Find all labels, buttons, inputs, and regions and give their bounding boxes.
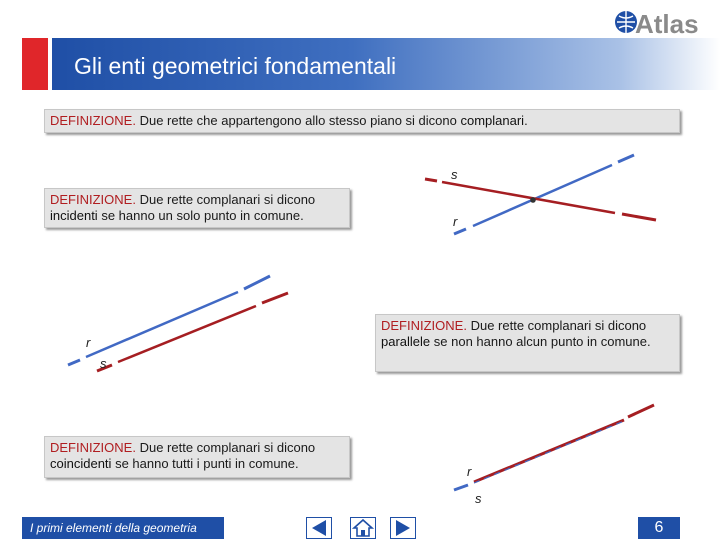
- line-s-coincident: [474, 420, 624, 482]
- definition-rest: se hanno tutti i punti in comune.: [115, 456, 299, 471]
- logo-text: Atlas: [635, 9, 699, 38]
- line-r-incident-dash: [454, 229, 466, 234]
- line-r-coincident: [474, 421, 624, 483]
- definition-text: Due rette complanari si dicono: [139, 440, 316, 455]
- line-r-parallel-dash: [244, 276, 270, 289]
- definition-end: .: [524, 113, 528, 128]
- label-r-parallel: r: [86, 335, 91, 350]
- definition-keyword: DEFINIZIONE.: [50, 440, 136, 455]
- label-s-incident: s: [451, 167, 458, 182]
- definition-text: Due rette complanari si dicono: [139, 192, 316, 207]
- home-icon[interactable]: [350, 517, 376, 539]
- definition-term: complanari: [460, 113, 525, 128]
- definition-term: incidenti: [50, 208, 98, 223]
- definition-rest: se hanno un solo punto in comune.: [101, 208, 304, 223]
- definition-term: coincidenti: [50, 456, 112, 471]
- definition-keyword: DEFINIZIONE.: [381, 318, 467, 333]
- line-r-parallel: [86, 292, 238, 357]
- line-s-incident-dash: [425, 179, 437, 181]
- label-r-coincident: r: [467, 464, 472, 479]
- definition-text: Due rette complanari si dicono: [470, 318, 647, 333]
- line-s-incident-dash: [622, 214, 656, 220]
- forward-icon[interactable]: [390, 517, 416, 539]
- back-icon[interactable]: [306, 517, 332, 539]
- page-number: 6: [638, 517, 680, 539]
- line-r-incident: [473, 165, 612, 226]
- definition-keyword: DEFINIZIONE.: [50, 113, 136, 128]
- line-s-incident: [442, 182, 615, 213]
- line-coincident-dash: [628, 405, 654, 417]
- label-s-coincident: s: [475, 491, 482, 506]
- footer-section-label: I primi elementi della geometria: [22, 517, 224, 539]
- line-r-parallel-dash: [68, 360, 80, 365]
- definition-term: parallele: [381, 334, 431, 349]
- line-s-parallel-dash: [262, 293, 288, 303]
- definition-keyword: DEFINIZIONE.: [50, 192, 136, 207]
- intersection-point: [530, 197, 536, 203]
- label-s-parallel: s: [100, 356, 107, 371]
- definition-text: Due rette che appartengono allo stesso piano si dicono: [139, 113, 457, 128]
- label-r-incident: r: [453, 214, 458, 229]
- definition-rest: se non hanno alcun punto in comune.: [433, 334, 651, 349]
- line-r-incident-dash: [618, 155, 634, 162]
- incident-lines: [425, 155, 656, 234]
- line-coincident-dash: [454, 485, 468, 490]
- coincident-lines: [454, 405, 654, 490]
- page-title: Gli enti geometrici fondamentali: [74, 53, 397, 79]
